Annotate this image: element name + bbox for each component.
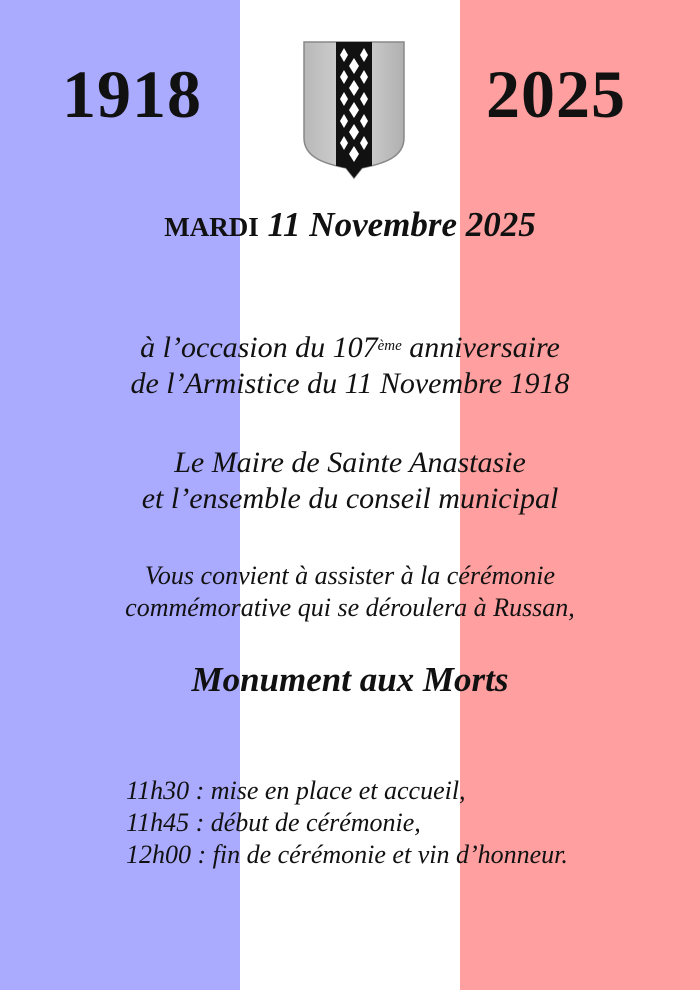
hosts-line-2: et l’ensemble du conseil municipal xyxy=(141,482,559,515)
schedule-item: 11h30 : mise en place et accueil, xyxy=(126,776,466,805)
year-start: 1918 xyxy=(62,56,202,132)
event-weekday: MARDI xyxy=(164,212,259,242)
schedule-item: 12h00 : fin de cérémonie et vin d’honneur. xyxy=(126,840,568,869)
occasion-paragraph xyxy=(0,330,700,402)
invitation-line-2: commémorative qui se déroulera à Russan, xyxy=(125,593,575,622)
invitation-paragraph xyxy=(0,560,700,624)
schedule-list xyxy=(126,775,568,871)
hosts-line-1: Le Maire de Sainte Anastasie xyxy=(174,446,526,479)
coat-of-arms-icon xyxy=(302,40,406,180)
occasion-line-1: à l’occasion du 107ème anniversaire xyxy=(140,331,560,364)
occasion-line-2: de l’Armistice du 11 Novembre 1918 xyxy=(130,367,570,400)
location-title: Monument aux Morts xyxy=(191,660,509,699)
year-end: 2025 xyxy=(486,56,626,132)
schedule-item: 11h45 : début de cérémonie, xyxy=(126,808,421,837)
hosts-paragraph xyxy=(0,445,700,517)
invitation-line-1: Vous convient à assister à la cérémonie xyxy=(144,561,556,590)
event-date xyxy=(0,205,700,245)
event-date-value: 11 Novembre 2025 xyxy=(267,205,536,244)
